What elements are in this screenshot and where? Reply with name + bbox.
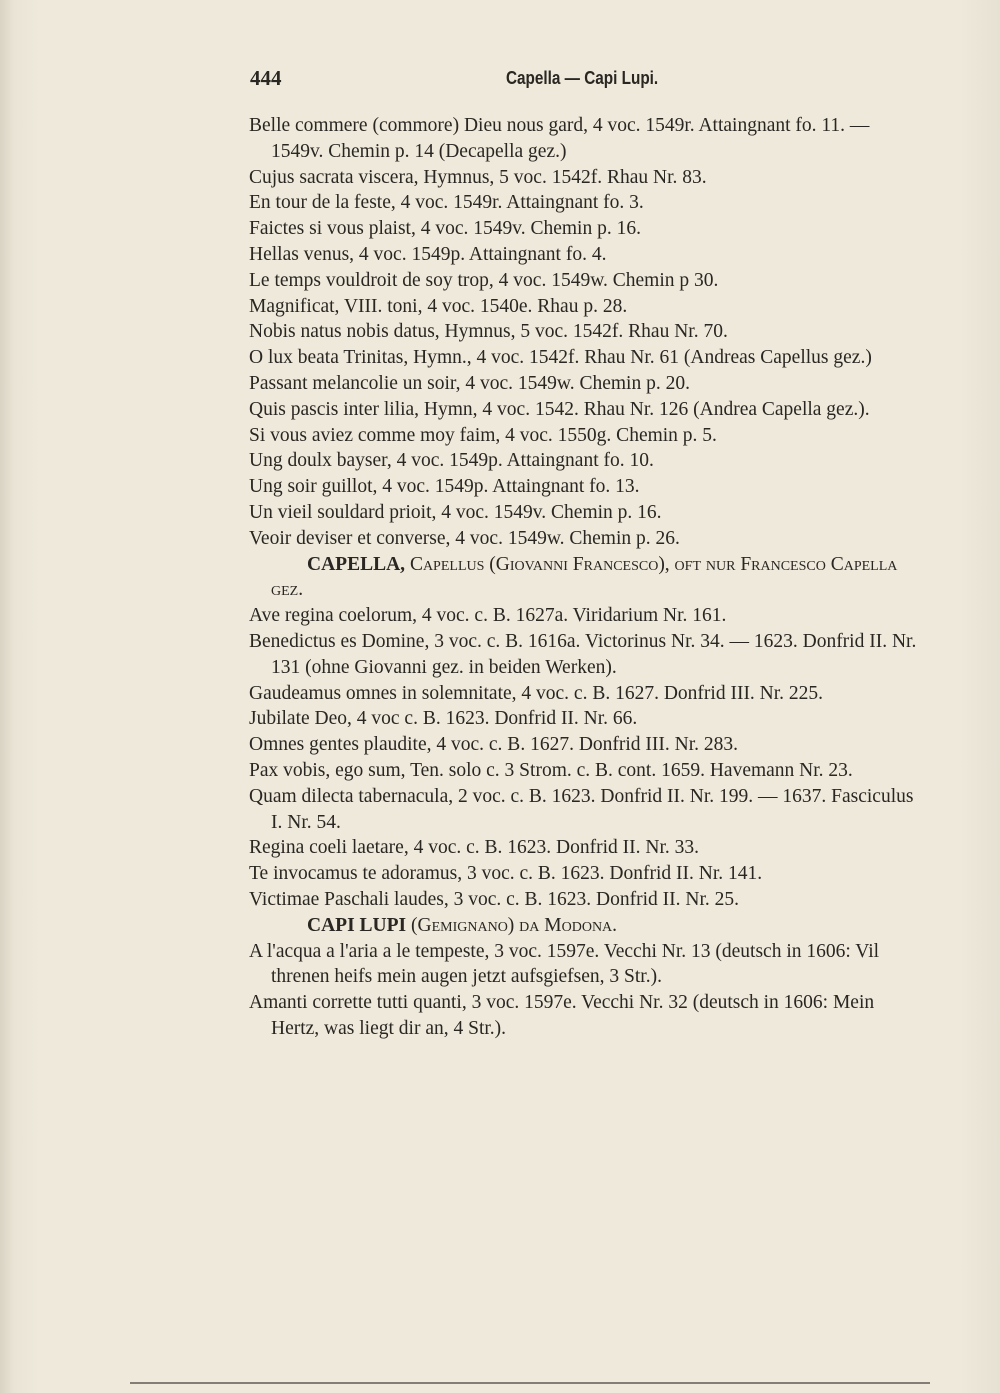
section-descriptor: Capellus (Giovanni Francesco), oft nur Francesco Capella gez. bbox=[271, 553, 898, 601]
list-item: Te invocamus te adoramus, 3 voc. c. B. 1623. Donfrid II. Nr. 141. bbox=[249, 863, 763, 885]
list-item: Amanti corrette tutti quanti, 3 voc. 1597e. Vecchi Nr. 32 (deutsch in 1606: Mein Hertz, was liegt dir an, 4 Str.). bbox=[249, 992, 875, 1039]
list-item: En tour de la feste, 4 voc. 1549r. Attaingnant fo. 3. bbox=[249, 192, 644, 214]
list-item: Gaudeamus omnes in solemnitate, 4 voc. c. B. 1627. Donfrid III. Nr. 225. bbox=[249, 682, 824, 704]
list-item: Passant melancolie un soir, 4 voc. 1549w. Chemin p. 20. bbox=[249, 372, 690, 394]
page-body bbox=[249, 113, 921, 1042]
section-descriptor: (Gemignano) da Modona. bbox=[406, 914, 618, 936]
list-item: Faictes si vous plaist, 4 voc. 1549v. Chemin p. 16. bbox=[249, 218, 641, 240]
list-item: Ave regina coelorum, 4 voc. c. B. 1627a. Viridarium Nr. 161. bbox=[249, 605, 727, 627]
list-item: Ung soir guillot, 4 voc. 1549p. Attaingnant fo. 13. bbox=[249, 476, 640, 498]
section-heading-capella bbox=[249, 552, 921, 604]
list-item: Omnes gentes plaudite, 4 voc. c. B. 1627. Donfrid III. Nr. 283. bbox=[249, 734, 739, 756]
list-item: Quam dilecta tabernacula, 2 voc. c. B. 1623. Donfrid II. Nr. 199. — 1637. Fasciculus I. Nr. 54. bbox=[249, 785, 914, 833]
list-item: Cujus sacrata viscera, Hymnus, 5 voc. 1542f. Rhau Nr. 83. bbox=[249, 166, 707, 188]
list-item: Regina coeli laetare, 4 voc. c. B. 1623. Donfrid II. Nr. 33. bbox=[249, 837, 699, 859]
list-item: Quis pascis inter lilia, Hymn, 4 voc. 1542. Rhau Nr. 126 (Andrea Capella gez.). bbox=[249, 398, 870, 420]
list-item: Magnificat, VIII. toni, 4 voc. 1540e. Rhau p. 28. bbox=[249, 295, 628, 317]
section-name: CAPI LUPI bbox=[307, 914, 407, 936]
list-item: O lux beata Trinitas, Hymn., 4 voc. 1542f. Rhau Nr. 61 (Andreas Capellus gez.) bbox=[249, 347, 872, 369]
list-item: Ung doulx bayser, 4 voc. 1549p. Attaingnant fo. 10. bbox=[249, 450, 654, 472]
page-number: 444 bbox=[250, 66, 282, 90]
list-item: Pax vobis, ego sum, Ten. solo c. 3 Strom. c. B. cont. 1659. Havemann Nr. 23. bbox=[249, 759, 853, 781]
list-item: Veoir deviser et converse, 4 voc. 1549w. Chemin p. 26. bbox=[249, 527, 680, 549]
list-item: Un vieil souldard prioit, 4 voc. 1549v. Chemin p. 16. bbox=[249, 501, 662, 523]
bottom-rule bbox=[130, 1382, 930, 1384]
list-item: Belle commere (commore) Dieu nous gard, 4 voc. 1549r. Attaingnant fo. 11. — 1549v. Chemin p. 14 (Decapella gez.) bbox=[249, 115, 870, 162]
list-item: Jubilate Deo, 4 voc c. B. 1623. Donfrid II. Nr. 66. bbox=[249, 708, 638, 730]
running-head: Capella — Capi Lupi. bbox=[506, 68, 659, 88]
list-item: Nobis natus nobis datus, Hymnus, 5 voc. 1542f. Rhau Nr. 70. bbox=[249, 321, 728, 343]
page-header bbox=[250, 66, 920, 96]
list-item: Benedictus es Domine, 3 voc. c. B. 1616a. Victorinus Nr. 34. — 1623. Donfrid II. Nr. 131 (ohne Giovanni gez. in beiden Werken). bbox=[249, 630, 917, 678]
section-heading-capi-lupi bbox=[249, 913, 921, 939]
list-item: A l'acqua a l'aria a le tempeste, 3 voc. 1597e. Vecchi Nr. 13 (deutsch in 1606: Vil threnen heifs mein augen jetzt aufsgiefsen, 3 Str.). bbox=[249, 940, 880, 988]
list-item: Le temps vouldroit de soy trop, 4 voc. 1549w. Chemin p 30. bbox=[249, 269, 719, 291]
section-name: CAPELLA, bbox=[307, 553, 406, 575]
list-item: Victimae Paschali laudes, 3 voc. c. B. 1623. Donfrid II. Nr. 25. bbox=[249, 888, 740, 910]
list-item: Hellas venus, 4 voc. 1549p. Attaingnant fo. 4. bbox=[249, 243, 607, 265]
list-item: Si vous aviez comme moy faim, 4 voc. 1550g. Chemin p. 5. bbox=[249, 424, 717, 446]
